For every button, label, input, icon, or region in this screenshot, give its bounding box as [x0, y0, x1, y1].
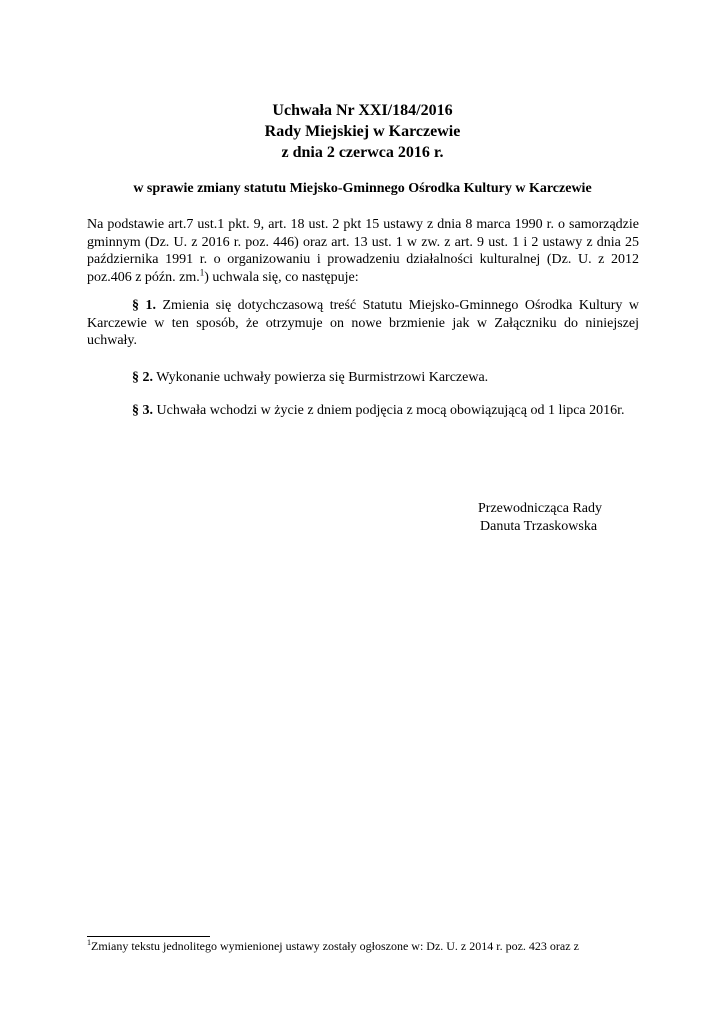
legal-basis-closing: ) uchwala się, co następuje: — [204, 269, 359, 285]
signature-block — [478, 500, 602, 535]
resolution-council: Rady Miejskiej w Karczewie — [264, 123, 461, 140]
signature-name: Danuta Trzaskowska — [480, 518, 598, 534]
section-3-paragraph — [87, 402, 639, 420]
section-3-mark: § 3. — [132, 403, 153, 418]
footnote-text: Zmiany tekstu jednolitego wymienionej ustawy zostały ogłoszone w: Dz. U. z 2014 r. poz. 423 oraz z — [91, 939, 579, 953]
resolution-number: Uchwała Nr XXI/184/2016 — [272, 102, 453, 119]
section-2-text: Wykonanie uchwały powierza się Burmistrzowi Karczewa. — [156, 370, 489, 385]
resolution-date: z dnia 2 czerwca 2016 r. — [281, 144, 444, 161]
legal-basis-paragraph — [87, 216, 639, 286]
footnote — [87, 939, 647, 954]
section-1-paragraph — [87, 297, 639, 350]
footnote-reference: 1 — [199, 267, 205, 278]
signature-title: Przewodnicząca Rady — [478, 501, 602, 516]
section-1-text: Zmienia się dotychczasową treść Statutu Miejsko-Gminnego Ośrodka Kultury w Karczewie w ten sposób, że otrzymuje on nowe brzmienie jak w Załączniku do niniejszej uchwały. — [87, 298, 640, 349]
section-2-paragraph — [87, 369, 639, 387]
section-1-mark: § 1. — [132, 298, 156, 313]
footnote-divider — [87, 936, 210, 937]
legal-basis-text: Na podstawie art.7 ust.1 pkt. 9, art. 18 ust. 2 pkt 15 ustawy z dnia 8 marca 1990 r. o samorządzie gminnym (Dz. U. z 2016 r. poz. 446) oraz art. 13 ust. 1 w zw. z art. 9 ust. 1 i 2 ustawy z dnia 25 października 1991 r. o organizowaniu i prowadzeniu działalności kulturalnej (Dz. U. z 2012 poz.406 z późn. zm. — [87, 217, 639, 285]
footnote-mark: 1 — [87, 938, 91, 947]
section-2-mark: § 2. — [132, 370, 153, 385]
resolution-subject: w sprawie zmiany statutu Miejsko-Gminnego Ośrodka Kultury w Karczewie — [133, 181, 592, 196]
section-3-text: Uchwała wchodzi w życie z dniem podjęcia z mocą obowiązującą od 1 lipca 2016r. — [156, 403, 625, 418]
resolution-header — [0, 100, 725, 163]
